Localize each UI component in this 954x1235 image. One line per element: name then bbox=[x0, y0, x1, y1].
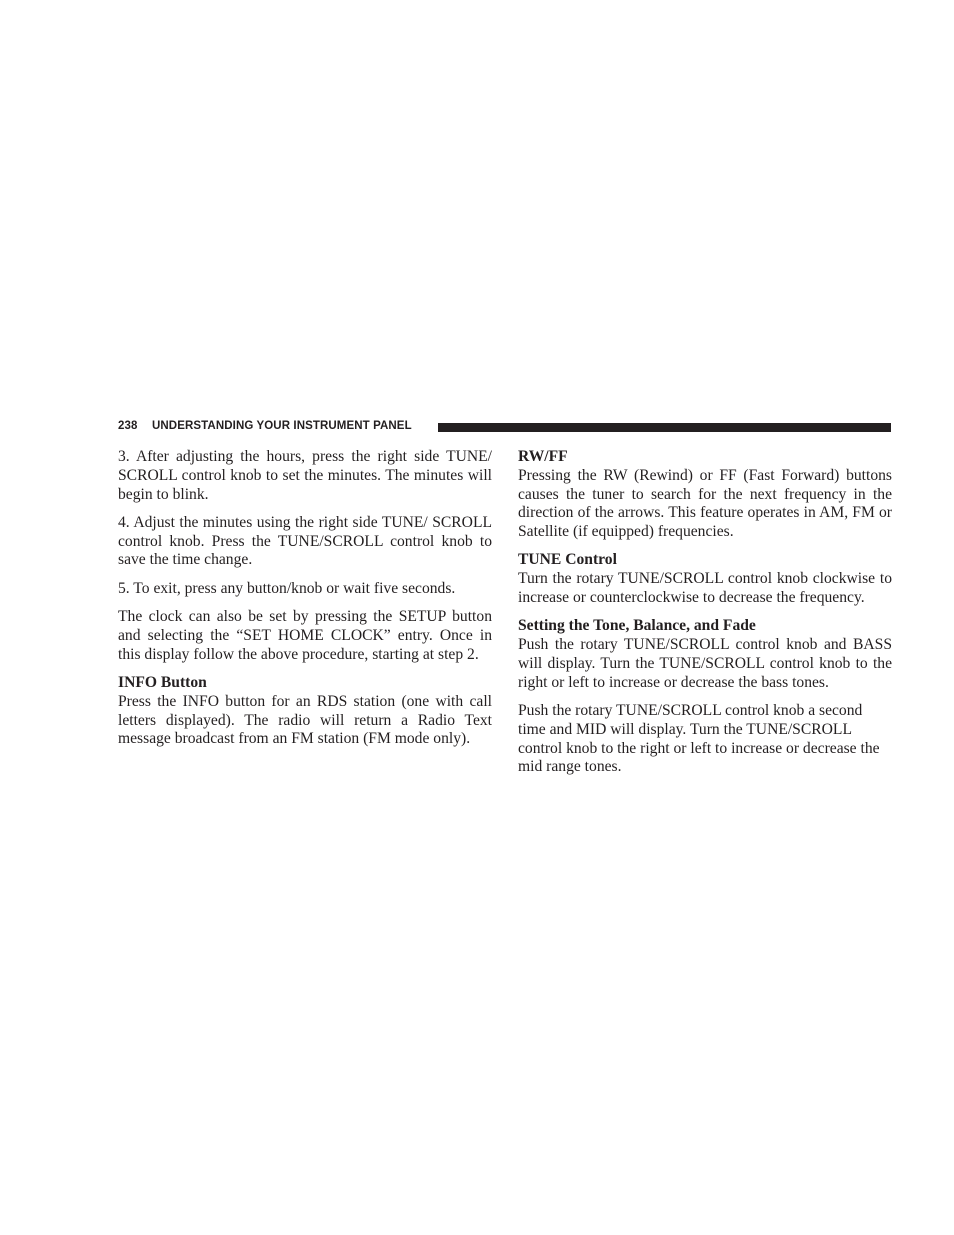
page-number: 238 bbox=[118, 420, 138, 432]
step-5-paragraph: 5. To exit, press any button/knob or wait five seconds. bbox=[118, 579, 456, 597]
header-rule bbox=[438, 423, 891, 432]
right-column bbox=[518, 448, 892, 787]
step-3-paragraph: 3. After adjusting the hours, press the right side TUNE/ SCROLL control knob to set the minutes. The minutes will begin to blink. bbox=[118, 448, 492, 503]
info-button-paragraph: Press the INFO button for an RDS station (one with call letters displayed). The radio will return a Radio Text message broadcast from an FM station (FM mode only). bbox=[118, 692, 492, 748]
left-column bbox=[118, 448, 492, 759]
mid-paragraph: Push the rotary TUNE/SCROLL control knob a second time and MID will display. Turn the TUNE/SCROLL control knob to the right or left to increase or decrease the mid range tones. bbox=[518, 702, 880, 776]
tone-heading: Setting the Tone, Balance, and Fade bbox=[518, 617, 756, 635]
page-header bbox=[118, 419, 891, 435]
tune-control-section bbox=[518, 551, 892, 607]
section-title: UNDERSTANDING YOUR INSTRUMENT PANEL bbox=[152, 420, 412, 432]
rwff-paragraph: Pressing the RW (Rewind) or FF (Fast Forward) buttons causes the tuner to search for the next frequency in the direction of the arrows. This feature operates in AM, FM or Satellite (if equipped) frequencies. bbox=[518, 466, 892, 541]
rwff-heading: RW/FF bbox=[518, 448, 568, 465]
rwff-section bbox=[518, 448, 892, 542]
tune-control-paragraph: Turn the rotary TUNE/SCROLL control knob clockwise to increase or counterclockwise to decrease the frequency. bbox=[518, 570, 892, 607]
bass-paragraph: Push the rotary TUNE/SCROLL control knob and BASS will display. Turn the TUNE/SCROLL control knob to the right or left to increase or decrease the bass tones. bbox=[518, 636, 892, 691]
info-button-section bbox=[118, 674, 492, 749]
step-4-paragraph: 4. Adjust the minutes using the right side TUNE/ SCROLL control knob. Press the TUNE/SCROLL control knob to save the time change. bbox=[118, 513, 492, 569]
tone-section bbox=[518, 617, 892, 692]
clock-note-paragraph: The clock can also be set by pressing the SETUP button and selecting the “SET HOME CLOCK” entry. Once in this display follow the above procedure, starting at step 2. bbox=[118, 608, 492, 663]
tune-control-heading: TUNE Control bbox=[518, 551, 617, 569]
info-button-heading: INFO Button bbox=[118, 673, 207, 691]
